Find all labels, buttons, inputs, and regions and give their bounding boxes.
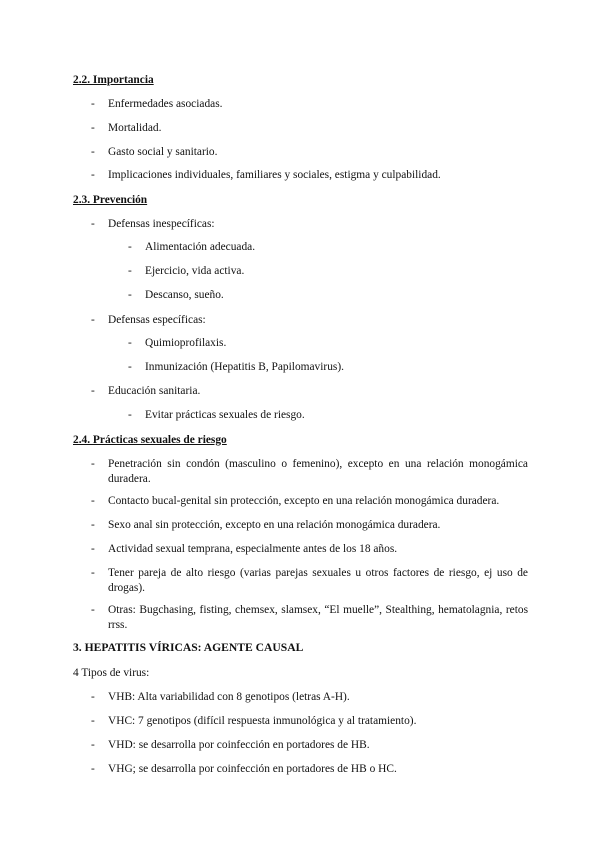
- list-item: Mortalidad.: [108, 122, 162, 134]
- sub-list-item: Alimentación adecuada.: [145, 241, 256, 253]
- sub-list-item: Ejercicio, vida activa.: [145, 265, 245, 277]
- sub-list-item: Evitar prácticas sexuales de riesgo.: [145, 409, 305, 421]
- intro-text: 4 Tipos de virus:: [73, 667, 150, 679]
- list-item-educacion: Educación sanitaria.: [108, 385, 201, 397]
- bullet-dash: -: [91, 169, 95, 181]
- bullet-dash: -: [91, 122, 95, 134]
- list-item: Implicaciones individuales, familiares y sociales, estigma y culpabilidad.: [108, 169, 441, 181]
- list-item: VHG; se desarrolla por coinfección en portadores de HB o HC.: [108, 763, 397, 775]
- bullet-dash: -: [128, 265, 132, 277]
- bullet-dash: -: [128, 241, 132, 253]
- bullet-dash: -: [128, 361, 132, 373]
- bullet-dash: -: [128, 289, 132, 301]
- bullet-dash: -: [91, 218, 95, 230]
- list-item: Gasto social y sanitario.: [108, 146, 218, 158]
- heading-hepatitis: 3. HEPATITIS VÍRICAS: AGENTE CAUSAL: [73, 641, 304, 654]
- list-item: Otras: Bugchasing, fisting, chemsex, slamsex, “El muelle”, Stealthing, hematolagnia, retos rrss.: [108, 604, 528, 631]
- bullet-dash: -: [91, 567, 95, 579]
- sub-list-item: Descanso, sueño.: [145, 289, 224, 301]
- list-item: Actividad sexual temprana, especialmente antes de los 18 años.: [108, 543, 398, 555]
- bullet-dash: -: [91, 763, 95, 775]
- bullet-dash: -: [91, 385, 95, 397]
- list-item: Sexo anal sin protección, excepto en una relación monogámica duradera.: [108, 519, 441, 531]
- bullet-dash: -: [91, 519, 95, 531]
- list-item-especificas: Defensas específicas:: [108, 314, 206, 326]
- list-item: Tener pareja de alto riesgo (varias parejas sexuales u otros factores de riesgo, ej uso de drogas).: [108, 567, 528, 594]
- bullet-dash: -: [128, 337, 132, 349]
- list-item: Contacto bucal-genital sin protección, excepto en una relación monogámica duradera.: [108, 495, 500, 507]
- bullet-dash: -: [91, 314, 95, 326]
- list-item: VHC: 7 genotipos (difícil respuesta inmunológica y al tratamiento).: [108, 715, 417, 727]
- list-item: Enfermedades asociadas.: [108, 98, 223, 110]
- list-item-inespecificas: Defensas inespecíficas:: [108, 218, 215, 230]
- bullet-dash: -: [91, 739, 95, 751]
- bullet-dash: -: [91, 146, 95, 158]
- heading-prevencion: 2.3. Prevención: [73, 194, 148, 206]
- bullet-dash: -: [91, 543, 95, 555]
- heading-practicas: 2.4. Prácticas sexuales de riesgo: [73, 434, 227, 446]
- heading-importancia: 2.2. Importancia: [73, 74, 154, 86]
- bullet-dash: -: [91, 715, 95, 727]
- bullet-dash: -: [91, 495, 95, 507]
- list-item: Penetración sin condón (masculino o femenino), excepto en una relación monogámica duradera.: [108, 458, 528, 485]
- sub-list-item: Quimioprofilaxis.: [145, 337, 227, 349]
- list-item: VHB: Alta variabilidad con 8 genotipos (letras A-H).: [108, 691, 350, 703]
- list-item: VHD: se desarrolla por coinfección en portadores de HB.: [108, 739, 370, 751]
- bullet-dash: -: [91, 691, 95, 703]
- bullet-dash: -: [91, 604, 95, 616]
- bullet-dash: -: [91, 98, 95, 110]
- sub-list-item: Inmunización (Hepatitis B, Papilomavirus).: [145, 361, 344, 373]
- bullet-dash: -: [128, 409, 132, 421]
- bullet-dash: -: [91, 458, 95, 470]
